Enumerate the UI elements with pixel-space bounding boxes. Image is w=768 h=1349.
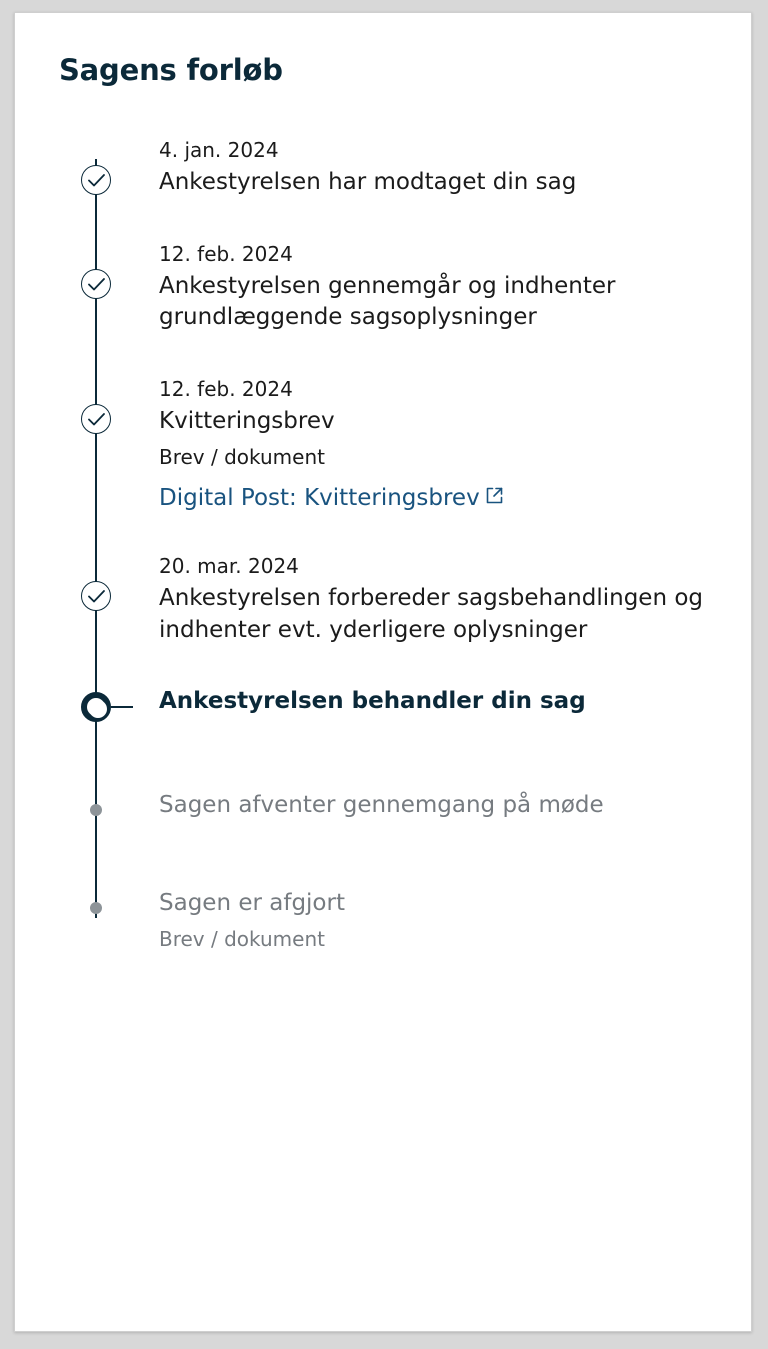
check-circle-icon — [81, 581, 111, 611]
digital-post-link-label: Digital Post: Kvitteringsbrev — [159, 484, 480, 511]
check-circle-icon — [81, 404, 111, 434]
current-dot-icon — [81, 692, 111, 722]
page-frame — [14, 12, 752, 1332]
page-title: Sagens forløb — [59, 53, 283, 87]
current-connector — [111, 706, 133, 708]
timeline-item — [59, 374, 721, 511]
timeline-item-title: Ankestyrelsen forbereder sagsbehandlingen og indhenter evt. yderligere oplysninger — [159, 584, 704, 643]
timeline-item-date: 12. feb. 2024 — [159, 377, 293, 402]
pending-dot-icon — [90, 902, 102, 914]
timeline-item-date: 4. jan. 2024 — [159, 138, 279, 162]
timeline-item-subtitle: Brev / dokument — [159, 444, 325, 469]
timeline-item — [59, 551, 721, 646]
timeline-item-subtitle: Brev / dokument — [159, 927, 325, 952]
timeline-item-current — [59, 686, 721, 726]
timeline-item-date: 20. mar. 2024 — [159, 553, 299, 578]
timeline-item-title: Ankestyrelsen gennemgår og indhenter grundlæggende sagsoplysninger — [159, 272, 616, 331]
case-timeline — [59, 135, 721, 954]
timeline-item-title: Kvitteringsbrev — [159, 408, 335, 435]
case-timeline-card — [59, 53, 721, 1301]
check-circle-icon — [81, 165, 111, 195]
digital-post-link[interactable] — [159, 484, 503, 511]
timeline-item-title: Ankestyrelsen har modtaget din sag — [159, 169, 577, 195]
timeline-item-pending — [59, 888, 721, 954]
timeline-item — [59, 239, 721, 334]
timeline-item-title: Ankestyrelsen behandler din sag — [159, 688, 586, 715]
check-circle-icon — [81, 269, 111, 299]
timeline-item-title: Sagen afventer gennemgang på møde — [159, 792, 604, 819]
external-link-icon — [486, 484, 503, 510]
timeline-item — [59, 135, 721, 199]
timeline-item-date: 12. feb. 2024 — [159, 241, 293, 266]
timeline-item-pending — [59, 790, 721, 830]
timeline-item-title: Sagen er afgjort — [159, 890, 345, 917]
pending-dot-icon — [90, 804, 102, 816]
